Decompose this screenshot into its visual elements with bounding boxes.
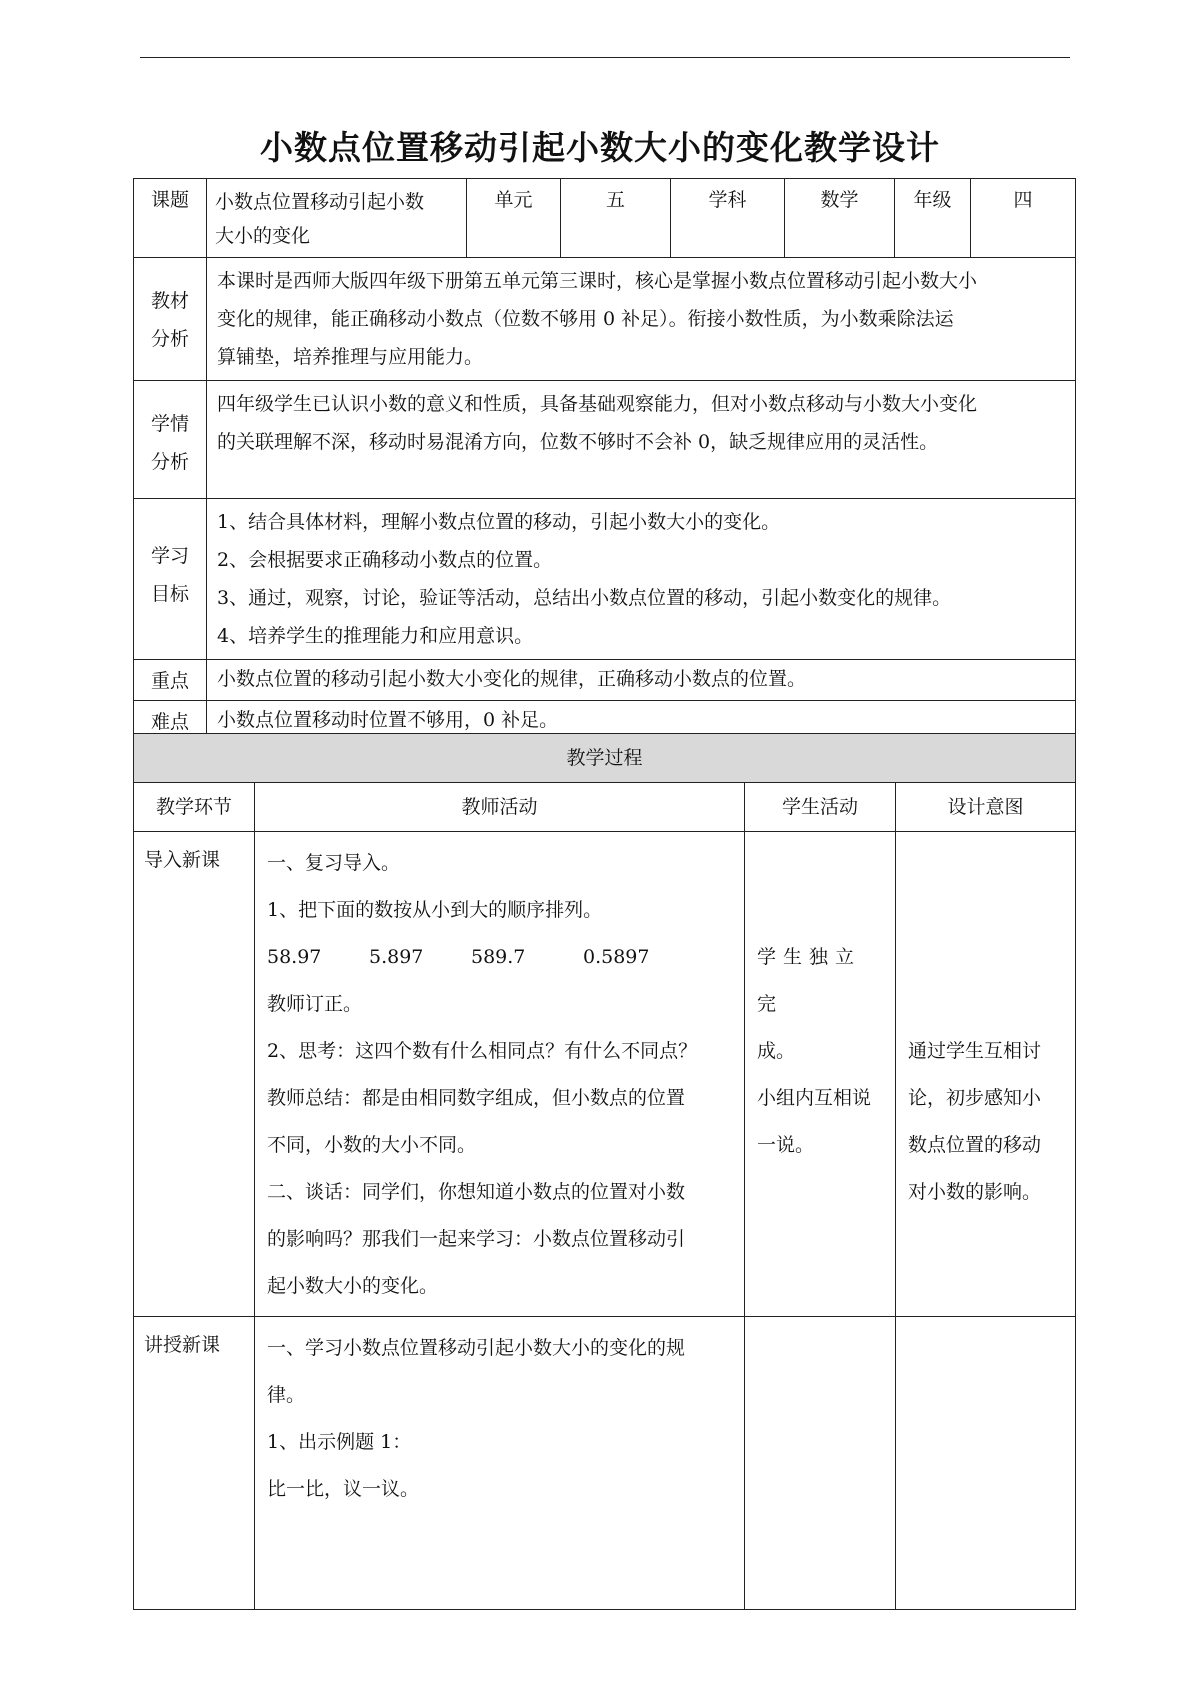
intro-student-activity bbox=[745, 832, 896, 1317]
number-list bbox=[267, 934, 734, 981]
learner-line: 四年级学生已认识小数的意义和性质，具备基础观察能力，但对小数点移动与小数大小变化 bbox=[217, 393, 978, 415]
teacher-line: 一、复习导入。 bbox=[267, 852, 401, 874]
grade-value: 四 bbox=[971, 179, 1076, 258]
topic-label: 课题 bbox=[134, 179, 207, 258]
goal-item: 4、培养学生的推理能力和应用意识。 bbox=[217, 625, 534, 647]
teaching-process-table bbox=[133, 733, 1076, 1610]
textbook-label-line2: 分析 bbox=[150, 328, 189, 350]
stage-intro: 导入新课 bbox=[134, 832, 255, 1317]
textbook-label-line1: 教材 bbox=[150, 290, 189, 312]
teacher-line: 比一比，议一议。 bbox=[267, 1478, 420, 1500]
header-rule bbox=[140, 57, 1070, 58]
teacher-line: 1、出示例题 1： bbox=[267, 1431, 412, 1453]
subject-label: 学科 bbox=[671, 179, 785, 258]
student-line: 一说。 bbox=[757, 1134, 815, 1156]
learner-label bbox=[134, 381, 207, 499]
column-header-intent: 设计意图 bbox=[896, 783, 1076, 832]
number-item: 5.897 bbox=[369, 946, 424, 968]
grade-label: 年级 bbox=[895, 179, 971, 258]
stage-lecture: 讲授新课 bbox=[134, 1317, 255, 1610]
student-line: 学生独立完 bbox=[757, 946, 862, 1015]
topic-value-line1: 小数点位置移动引起小数 bbox=[215, 191, 425, 213]
learner-label-line2: 分析 bbox=[150, 451, 189, 473]
intent-line: 数点位置的移动 bbox=[908, 1134, 1042, 1156]
teacher-line: 不同，小数的大小不同。 bbox=[267, 1134, 477, 1156]
topic-value-line2: 大小的变化 bbox=[215, 225, 311, 247]
textbook-line: 变化的规律，能正确移动小数点（位数不够用 0 补足）。衔接小数性质，为小数乘除法运 bbox=[217, 308, 954, 330]
textbook-line: 算铺垫，培养推理与应用能力。 bbox=[217, 346, 484, 368]
teacher-line: 一、学习小数点位置移动引起小数大小的变化的规 bbox=[267, 1337, 686, 1359]
topic-value bbox=[207, 179, 467, 258]
lesson-info-table bbox=[133, 178, 1076, 742]
column-header-stage: 教学环节 bbox=[134, 783, 255, 832]
goals-label-line2: 目标 bbox=[150, 583, 189, 605]
column-header-student: 学生活动 bbox=[745, 783, 896, 832]
goal-item: 2、会根据要求正确移动小数点的位置。 bbox=[217, 549, 553, 571]
intro-teacher-activity bbox=[255, 832, 745, 1317]
unit-value: 五 bbox=[561, 179, 671, 258]
learner-line: 的关联理解不深，移动时易混淆方向，位数不够时不会补 0，缺乏规律应用的灵活性。 bbox=[217, 431, 939, 453]
textbook-line: 本课时是西师大版四年级下册第五单元第三课时，核心是掌握小数点位置移动引起小数大小 bbox=[217, 270, 978, 292]
goal-item: 3、通过，观察，讨论，验证等活动，总结出小数点位置的移动，引起小数变化的规律。 bbox=[217, 587, 952, 609]
key-point-text: 小数点位置的移动引起小数大小变化的规律，正确移动小数点的位置。 bbox=[207, 660, 1076, 701]
intent-line: 论，初步感知小 bbox=[908, 1087, 1042, 1109]
lecture-teacher-activity bbox=[255, 1317, 745, 1610]
teacher-line: 1、把下面的数按从小到大的顺序排列。 bbox=[267, 899, 603, 921]
learning-goals bbox=[207, 499, 1076, 660]
key-point-label: 重点 bbox=[134, 660, 207, 701]
teacher-line: 教师总结：都是由相同数字组成，但小数点的位置 bbox=[267, 1087, 686, 1109]
goals-label-line1: 学习 bbox=[150, 545, 189, 567]
document-title: 小数点位置移动引起小数大小的变化教学设计 bbox=[260, 128, 940, 167]
process-heading: 教学过程 bbox=[134, 734, 1076, 783]
subject-value: 数学 bbox=[785, 179, 895, 258]
difficulty-label: 难点 bbox=[134, 701, 207, 742]
textbook-label bbox=[134, 258, 207, 381]
learner-label-line1: 学情 bbox=[150, 413, 189, 435]
teacher-line: 2、思考：这四个数有什么相同点？有什么不同点？ bbox=[267, 1040, 698, 1062]
learner-analysis bbox=[207, 381, 1076, 499]
unit-label: 单元 bbox=[467, 179, 561, 258]
teacher-line: 律。 bbox=[267, 1384, 306, 1406]
teacher-line: 教师订正。 bbox=[267, 993, 363, 1015]
intro-design-intent bbox=[896, 832, 1076, 1317]
difficulty-text: 小数点位置移动时位置不够用，0 补足。 bbox=[207, 701, 1076, 742]
teacher-line: 的影响吗？那我们一起来学习：小数点位置移动引 bbox=[267, 1228, 686, 1250]
goals-label bbox=[134, 499, 207, 660]
column-header-teacher: 教师活动 bbox=[255, 783, 745, 832]
number-item: 0.5897 bbox=[583, 946, 650, 968]
lecture-design-intent bbox=[896, 1317, 1076, 1610]
textbook-analysis bbox=[207, 258, 1076, 381]
teacher-line: 二、谈话：同学们，你想知道小数点的位置对小数 bbox=[267, 1181, 686, 1203]
number-item: 58.97 bbox=[267, 946, 322, 968]
intent-line: 对小数的影响。 bbox=[908, 1181, 1042, 1203]
lecture-student-activity bbox=[745, 1317, 896, 1610]
goal-item: 1、结合具体材料，理解小数点位置的移动，引起小数大小的变化。 bbox=[217, 511, 781, 533]
student-line: 小组内互相说 bbox=[757, 1087, 872, 1109]
student-line: 成。 bbox=[757, 1040, 796, 1062]
number-item: 589.7 bbox=[471, 946, 526, 968]
teacher-line: 起小数大小的变化。 bbox=[267, 1275, 439, 1297]
intent-line: 通过学生互相讨 bbox=[908, 1040, 1042, 1062]
